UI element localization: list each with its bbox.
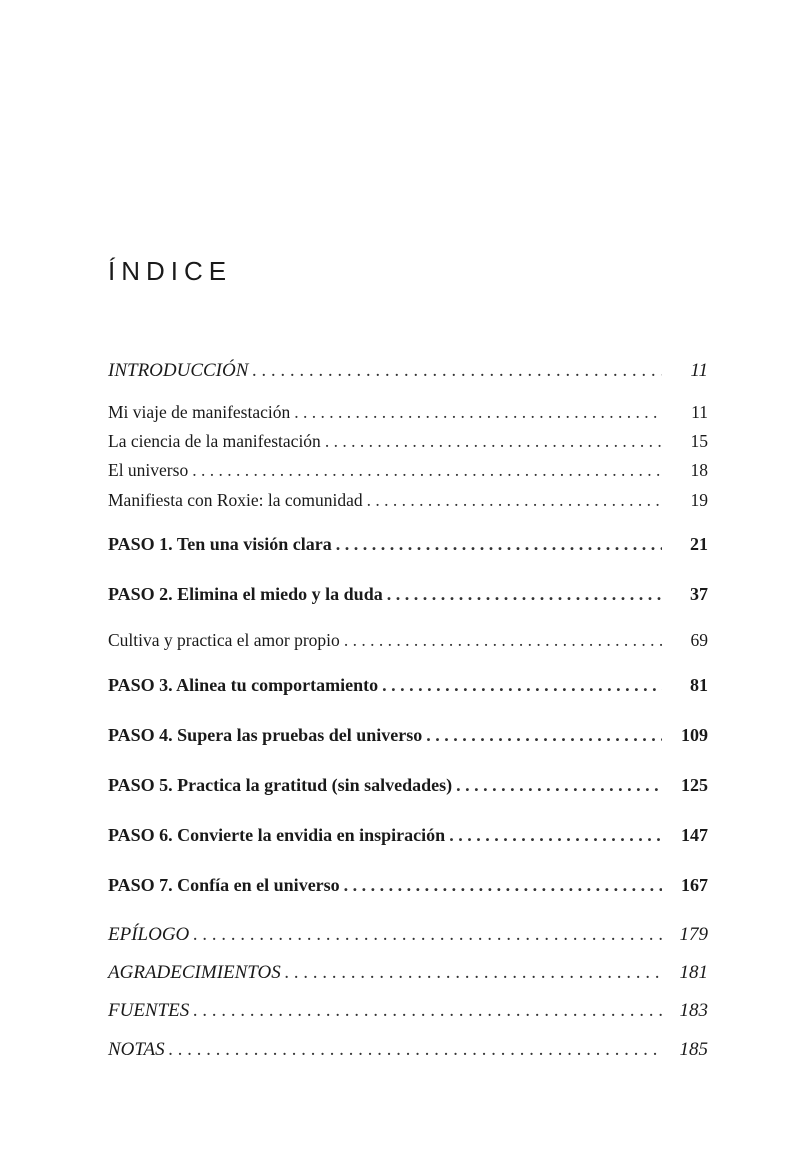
toc-entry-page: 109 (681, 725, 708, 745)
toc-entry-label: AGRADECIMIENTOS (108, 962, 281, 983)
toc-entry-label: PASO 6. Convierte la envidia en inspiración (108, 825, 446, 845)
toc-entry-page: 11 (691, 402, 708, 422)
toc-entry-label: Mi viaje de manifestación (108, 402, 291, 422)
toc-entry-page: 11 (690, 360, 708, 381)
leader-dots (344, 875, 662, 896)
toc-entry-label: La ciencia de la manifestación (108, 431, 321, 451)
toc-entry-paso-6 (108, 825, 708, 846)
toc-entry-label: PASO 5. Practica la gratitud (sin salvedades) (108, 775, 453, 795)
toc-entry-page: 185 (679, 1039, 708, 1060)
leader-dots (193, 1000, 662, 1022)
toc-entry-paso-7 (108, 875, 708, 896)
toc-entry-page: 125 (681, 775, 708, 795)
leader-dots (387, 584, 662, 605)
toc-entry-label: FUENTES (108, 1000, 190, 1021)
toc-entry-epilogo (108, 924, 708, 946)
toc-entry-label: NOTAS (108, 1039, 165, 1060)
toc-entry-label: PASO 3. Alinea tu comportamiento (108, 675, 379, 695)
leader-dots (169, 1039, 662, 1061)
toc-entry-introduccion (108, 360, 708, 382)
toc-entry-page: 147 (681, 825, 708, 845)
leader-dots (336, 534, 662, 555)
toc-entry-page: 183 (679, 1000, 708, 1021)
leader-dots (367, 490, 662, 511)
toc-entry-paso-2 (108, 584, 708, 605)
toc-entry-paso-3 (108, 675, 708, 696)
toc-entry-fuentes (108, 1000, 708, 1022)
toc-entry-label: Manifiesta con Roxie: la comunidad (108, 490, 363, 510)
toc-entry-label: PASO 2. Elimina el miedo y la duda (108, 584, 383, 604)
toc-entry-label: El universo (108, 460, 189, 480)
toc-entry-page: 19 (690, 490, 708, 510)
leader-dots (456, 775, 662, 796)
leader-dots (285, 962, 662, 984)
toc-entry-mi-viaje (108, 402, 708, 423)
toc-entry-page: 81 (690, 675, 708, 695)
toc-entry-page: 15 (690, 431, 708, 451)
leader-dots (192, 460, 662, 481)
toc-entry-page: 179 (679, 924, 708, 945)
leader-dots (344, 630, 662, 651)
toc-entry-label: PASO 4. Supera las pruebas del universo (108, 725, 423, 745)
toc-entry-label: PASO 7. Confía en el universo (108, 875, 340, 895)
toc-entry-agradecimientos (108, 962, 708, 984)
leader-dots (426, 725, 662, 746)
toc-entry-page: 21 (690, 534, 708, 554)
toc-entry-universo (108, 460, 708, 481)
page-title: ÍNDICE (108, 256, 233, 286)
leader-dots (193, 924, 662, 946)
toc-entry-paso-1 (108, 534, 708, 555)
toc-entry-label: Cultiva y practica el amor propio (108, 630, 340, 650)
toc-entry-page: 37 (690, 584, 708, 604)
toc-entry-page: 18 (690, 460, 708, 480)
toc-entry-notas (108, 1039, 708, 1061)
toc-entry-page: 69 (690, 630, 708, 650)
leader-dots (382, 675, 662, 696)
toc-entry-amor-propio (108, 630, 708, 651)
leader-dots (449, 825, 662, 846)
toc-entry-page: 167 (681, 875, 708, 895)
leader-dots (252, 360, 662, 382)
toc-entry-paso-5 (108, 775, 708, 796)
toc-entry-label: EPÍLOGO (108, 924, 190, 945)
leader-dots (294, 402, 662, 423)
toc-entry-label: PASO 1. Ten una visión clara (108, 534, 332, 554)
toc-entry-label: INTRODUCCIÓN (108, 360, 249, 381)
toc-entry-comunidad (108, 490, 708, 511)
toc-entry-page: 181 (679, 962, 708, 983)
toc-entry-paso-4 (108, 725, 708, 746)
toc-entry-ciencia (108, 431, 708, 452)
leader-dots (325, 431, 662, 452)
